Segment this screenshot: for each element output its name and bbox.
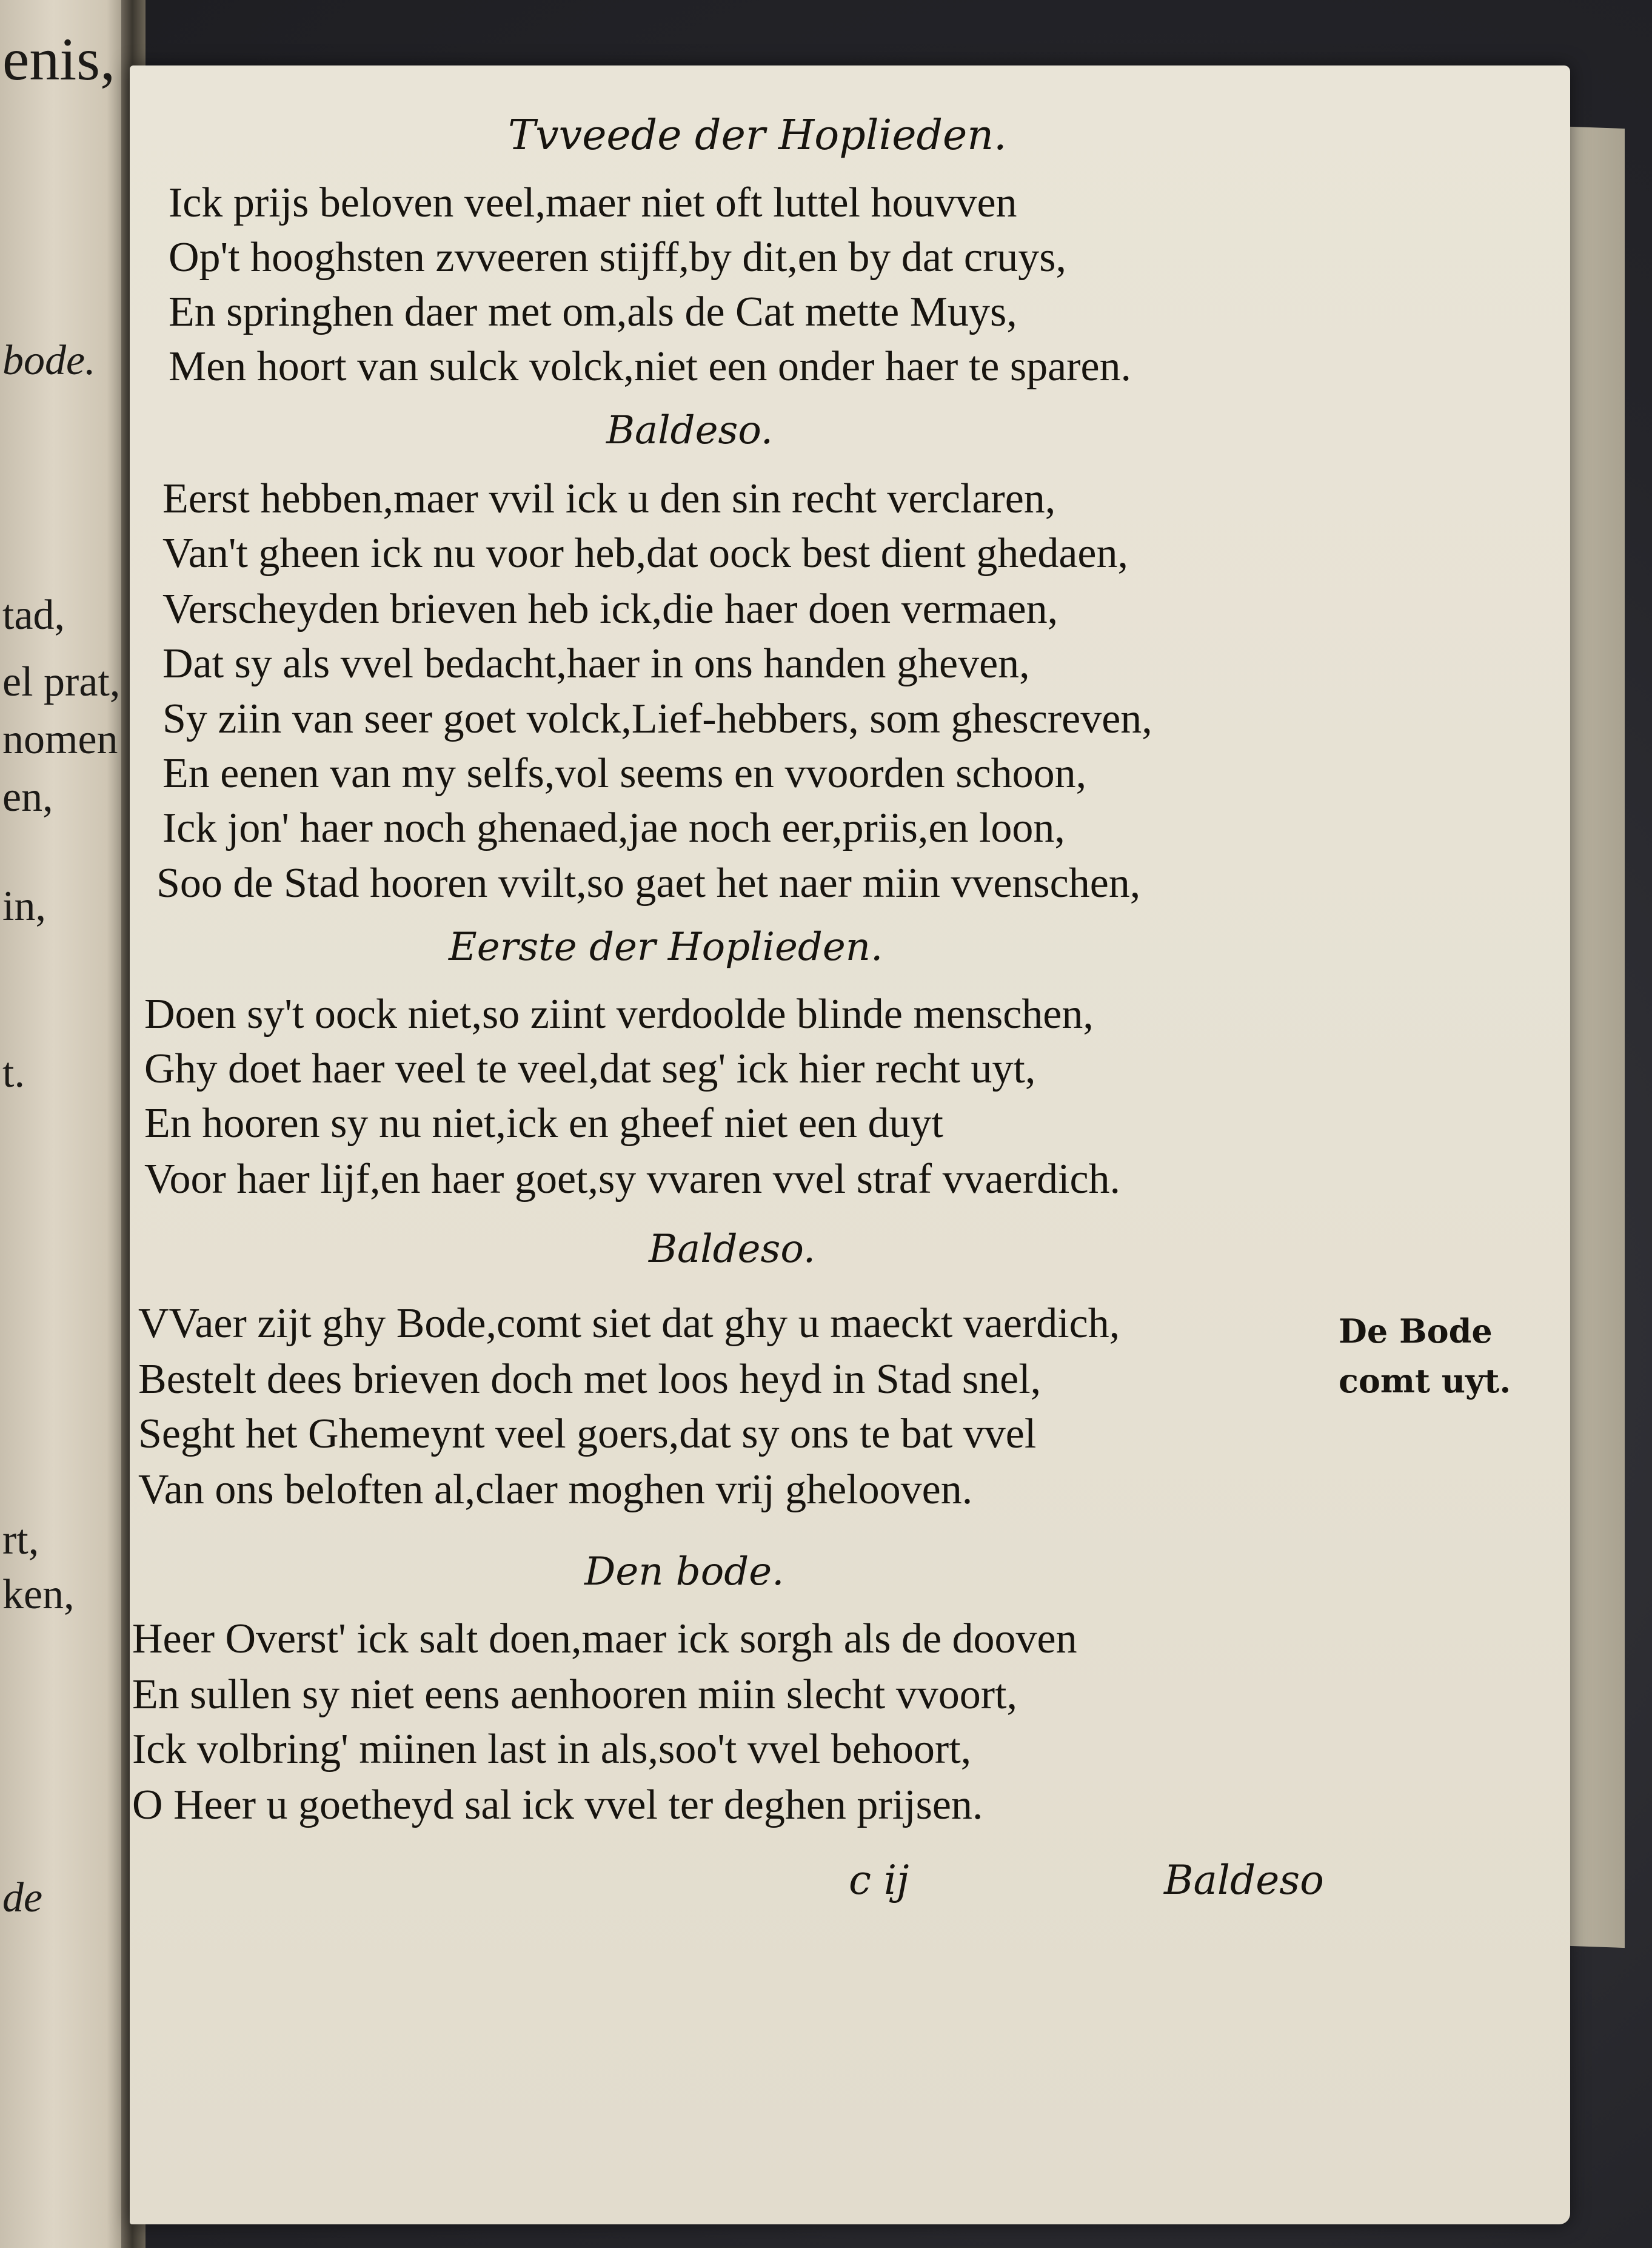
verse-line: Van't gheen ick nu voor heb,dat oock best dient ghedaen,	[162, 530, 1128, 577]
verse-line: VVaer zijt ghy Bode,comt siet dat ghy u maeckt vaerdich,	[138, 1300, 1120, 1347]
verse-line: Sy ziin van seer goet volck,Lief-hebbers, som ghescreven,	[162, 696, 1152, 742]
left-page-fragment: el prat,	[2, 659, 121, 705]
verse-line: O Heer u goetheyd sal ick vvel ter deghen prijsen.	[132, 1782, 983, 1828]
left-page-fragment: de	[2, 1874, 43, 1921]
verse-line: Van ons beloften al,claer moghen vrij ghelooven.	[138, 1466, 973, 1513]
verse-line: Heer Overst' ick salt doen,maer ick sorgh als de dooven	[132, 1616, 1077, 1662]
left-page-fragment: nomen	[2, 716, 118, 763]
left-page	[0, 0, 133, 2248]
verse-line: Bestelt dees brieven doch met loos heyd in Stad snel,	[138, 1356, 1042, 1403]
right-page	[130, 65, 1570, 2224]
verse-line: En springhen daer met om,als de Cat mette Muys,	[169, 289, 1017, 335]
speaker-heading: Den bode.	[584, 1549, 784, 1594]
left-page-fragment: enis,	[2, 25, 116, 93]
verse-line: En hooren sy nu niet,ick en gheef niet een duyt	[144, 1100, 943, 1147]
verse-line: Op't hooghsten zvveeren stijff,by dit,en by dat cruys,	[169, 234, 1067, 281]
verse-line: Voor haer lijf,en haer goet,sy vvaren vvel straf vvaerdich.	[144, 1156, 1121, 1203]
running-head: Tvveede der Hoplieden.	[508, 112, 1007, 159]
left-page-fragment: ken,	[2, 1571, 75, 1618]
speaker-heading: Baldeso.	[606, 408, 774, 453]
verse-line: En eenen van my selfs,vol seems en vvoorden schoon,	[162, 750, 1087, 797]
verse-line: Verscheyden brieven heb ick,die haer doen vermaen,	[162, 586, 1058, 632]
verse-line: En sullen sy niet eens aenhooren miin slecht vvoort,	[132, 1671, 1017, 1718]
verse-line: Ick jon' haer noch ghenaed,jae noch eer,priis,en loon,	[162, 805, 1065, 851]
verse-line: Eerst hebben,maer vvil ick u den sin recht verclaren,	[162, 475, 1056, 522]
verse-line: Soo de Stad hooren vvilt,so gaet het naer miin vvenschen,	[156, 860, 1141, 907]
verse-line: Ick volbring' miinen last in als,soo't vvel behoort,	[132, 1726, 972, 1773]
left-page-fragment: rt,	[2, 1517, 39, 1563]
left-page-fragment: bode.	[2, 337, 96, 384]
catchword: Baldeso	[1164, 1857, 1324, 1904]
margin-note: comt uyt.	[1339, 1361, 1511, 1400]
verse-line: Dat sy als vvel bedacht,haer in ons handen gheven,	[162, 640, 1030, 687]
left-page-fragment: in,	[2, 883, 46, 930]
speaker-heading: Eerste der Hoplieden.	[449, 925, 883, 970]
left-page-fragment: en,	[2, 774, 53, 820]
margin-note: De Bode	[1339, 1312, 1493, 1350]
left-page-fragment: t.	[2, 1050, 25, 1096]
verse-line: Ghy doet haer veel te veel,dat seg' ick hier recht uyt,	[144, 1045, 1036, 1092]
verse-line: Ick prijs beloven veel,maer niet oft luttel houvven	[169, 180, 1017, 226]
signature-mark: c ij	[849, 1857, 909, 1904]
left-page-fragment: tad,	[2, 592, 65, 639]
verse-line: Men hoort van sulck volck,niet een onder haer te sparen.	[169, 343, 1132, 390]
verse-line: Seght het Ghemeynt veel goers,dat sy ons te bat vvel	[138, 1411, 1037, 1457]
speaker-heading: Baldeso.	[649, 1227, 816, 1272]
verse-line: Doen sy't oock niet,so ziint verdoolde blinde menschen,	[144, 991, 1094, 1038]
